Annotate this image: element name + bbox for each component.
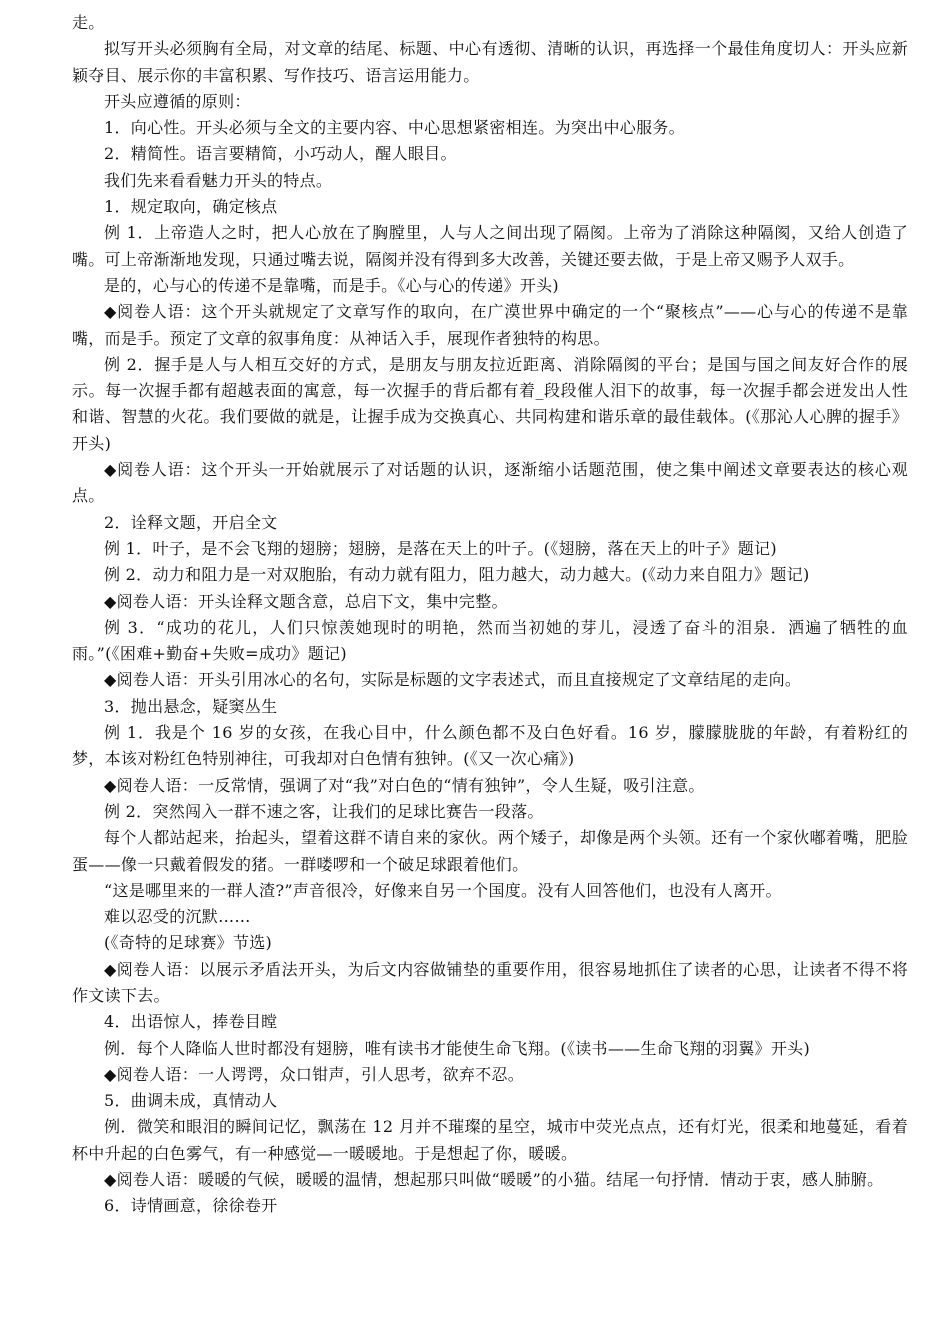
reviewer-comment: ◆阅卷人语：以展示矛盾法开头，为后文内容做铺垫的重要作用，很容易地抓住了读者的心思，让读者不得不将作文读下去。 — [72, 959, 908, 1005]
section-heading: 2．诠释文题，开启全文 — [104, 512, 278, 532]
example: 例 2．动力和阻力是一对双胞胎，有动力就有阻力，阻力越大，动力越大。(《动力来自阻力》题记) — [104, 565, 810, 585]
section-heading: 1．规定取向，确定核点 — [104, 197, 278, 217]
example: 例 1．上帝造人之时，把人心放在了胸膛里，人与人之间出现了隔阂。上帝为了消除这种隔阂，又给人创造了嘴。可上帝渐渐地发现，只通过嘴去说，隔阂并没有得到多大改善，关键还要去做，于是上帝又赐予人双手。 — [72, 223, 908, 269]
example-source: (《奇特的足球赛》节选) — [104, 933, 273, 953]
example: “这是哪里来的一群人渣?”声音很冷，好像来自另一个国度。没有人回答他们，也没有人离开。 — [104, 880, 782, 900]
paragraph: 拟写开头必须胸有全局，对文章的结尾、标题、中心有透彻、清晰的认识，再选择一个最佳角度切人：开头应新颖夺目、展示你的丰富积累、写作技巧、语言运用能力。 — [72, 39, 908, 85]
paragraph: 走。 — [72, 13, 105, 32]
example: 例 1．我是个 16 岁的女孩，在我心目中，什么颜色都不及白色好看。16 岁，朦朦胧胧的年龄，有着粉红的梦，本该对粉红色特别神往，可我却对白色情有独钟。(《又一次心痛》) — [72, 723, 908, 769]
reviewer-comment: ◆阅卷人语：一反常情，强调了对“我”对白色的“情有独钟”，令人生疑，吸引注意。 — [104, 775, 705, 795]
paragraph: 开头应遵循的原则： — [104, 91, 251, 111]
example: 例 2．握手是人与人相互交好的方式，是朋友与朋友拉近距离、消除隔阂的平台；是国与国之间友好合作的展示。每一次握手都有超越表面的寓意，每一次握手的背后都有着_段段催人泪下的故事，每一次握手都会迸发出人性和谐、智慧的火花。我们要做的就是，让握手成为交换真心、共同构建和谐乐章的最佳载体。(《那沁人心脾的握手》开头) — [72, 354, 908, 453]
reviewer-comment: ◆阅卷人语：一人谔谔，众口钳声，引人思考，欲弃不忍。 — [104, 1064, 525, 1084]
example: 是的，心与心的传递不是靠嘴，而是手。《心与心的传递》开头) — [104, 275, 559, 295]
reviewer-comment: ◆阅卷人语：这个开头一开始就展示了对话题的认识，逐渐缩小话题范围，使之集中阐述文章要表达的核心观点。 — [72, 460, 908, 506]
principle-item: 2．精简性。语言要精简，小巧动人，醒人眼目。 — [104, 144, 457, 164]
reviewer-comment: ◆阅卷人语：开头诠释文题含意，总启下文，集中完整。 — [104, 591, 508, 611]
example: 例．每个人降临人世时都没有翅膀，唯有读书才能使生命飞翔。(《读书——生命飞翔的羽翼》开头) — [104, 1038, 810, 1058]
example: 例 3．“成功的花儿，人们只惊羡她现时的明艳，然而当初她的芽儿，浸透了奋斗的泪泉．洒遍了牺牲的血雨。”(《困难+勤奋+失败=成功》题记) — [72, 617, 908, 664]
paragraph: 我们先来看看魅力开头的特点。 — [104, 170, 333, 190]
example: 例 2．突然闯入一群不速之客，让我们的足球比赛告一段落。 — [104, 801, 544, 821]
example: 每个人都站起来，抬起头，望着这群不请自来的家伙。两个矮子，却像是两个头领。还有一个家伙嘟着嘴，肥脸蛋——像一只戴着假发的猪。一群喽啰和一个破足球跟着他们。 — [72, 828, 908, 874]
section-heading: 4．出语惊人，捧卷目瞠 — [104, 1012, 278, 1032]
reviewer-comment: ◆阅卷人语：暖暖的气候，暖暖的温情，想起那只叫做“暖暖”的小猫。结尾一句抒情．情动于衷，感人肺腑。 — [104, 1170, 884, 1190]
reviewer-comment: ◆阅卷人语：开头引用冰心的名句，实际是标题的文字表述式，而且直接规定了文章结尾的走向。 — [104, 670, 802, 690]
section-heading: 3．抛出悬念，疑窦丛生 — [104, 696, 278, 716]
reviewer-comment: ◆阅卷人语：这个开头就规定了文章写作的取向，在广漠世界中确定的一个“聚核点”——心与心的传递不是靠嘴，而是手。预定了文章的叙事角度：从神话入手，展现作者独特的构思。 — [72, 302, 908, 348]
section-heading: 6．诗情画意，徐徐卷开 — [104, 1196, 278, 1216]
example: 例．微笑和眼泪的瞬间记忆，飘荡在 12 月并不璀璨的星空，城市中荧光点点，还有灯光，很柔和地蔓延，看着杯中升起的白色雾气，有一种感觉—一暖暖地。于是想起了你，暖暖。 — [72, 1117, 908, 1163]
example: 例 1．叶子，是不会飞翔的翅膀；翅膀，是落在天上的叶子。(《翅膀，落在天上的叶子》题记) — [104, 538, 777, 558]
principle-item: 1．向心性。开头必须与全文的主要内容、中心思想紧密相连。为突出中心服务。 — [104, 118, 685, 138]
example: 难以忍受的沉默…… — [104, 907, 251, 927]
section-heading: 5．曲调未成，真情动人 — [104, 1091, 278, 1111]
